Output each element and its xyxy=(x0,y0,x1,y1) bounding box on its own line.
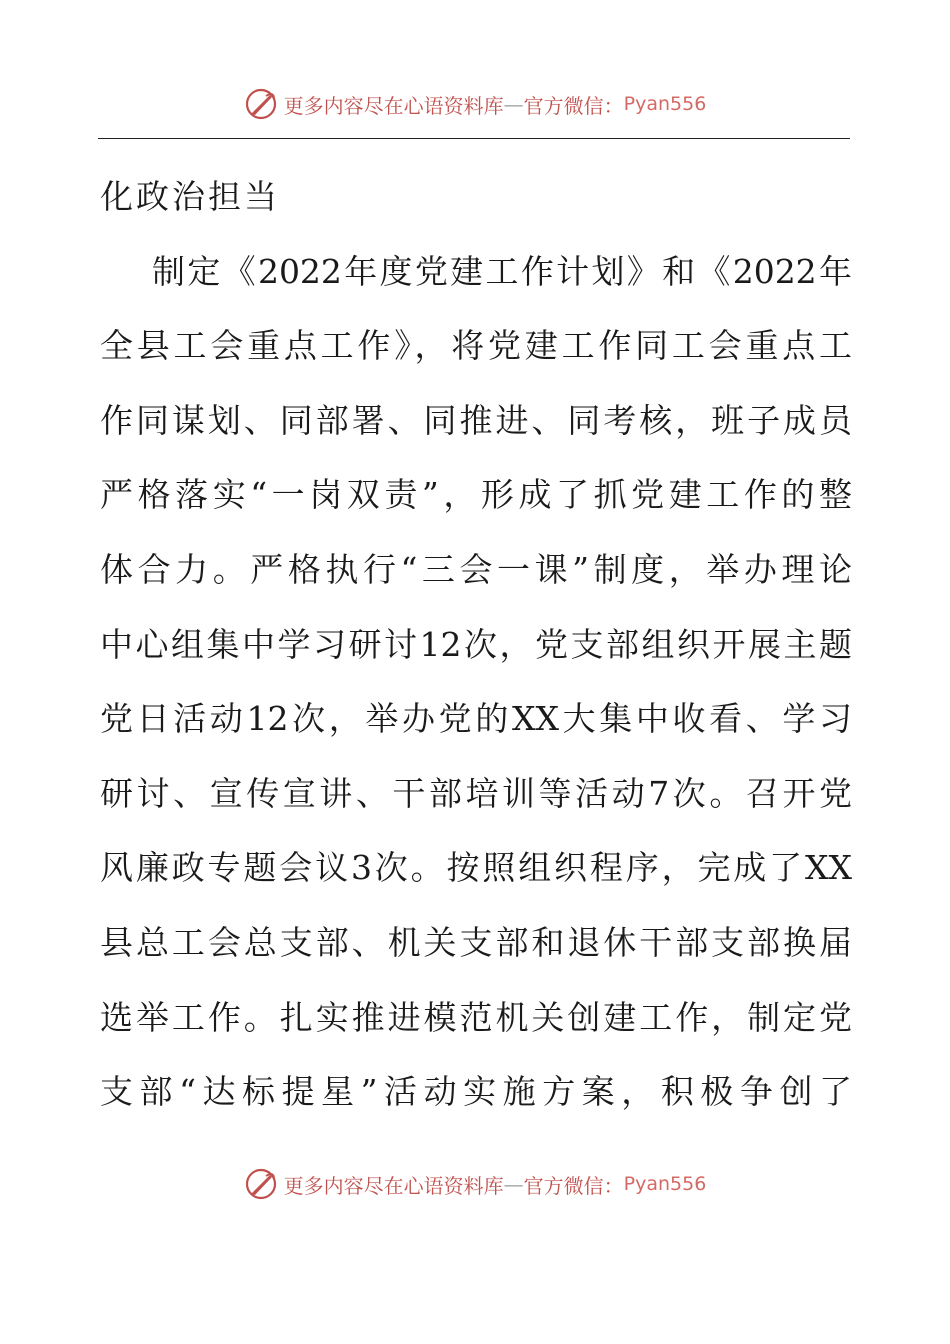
watermark-text: 更多内容尽在心语资料库 xyxy=(283,93,504,118)
text-line: 县总工会总支部、机关支部和退休干部支部换届 xyxy=(100,922,852,962)
header-watermark xyxy=(0,84,950,124)
watermark-separator: — xyxy=(503,92,524,116)
text-line: 风廉政专题会议3次。按照组织程序，完成了XX xyxy=(100,848,852,888)
watermark-wechat-id: Pyan556 xyxy=(623,93,707,115)
document-body xyxy=(100,160,852,1130)
text-line: 严格落实“一岗双责”，形成了抓党建工作的整 xyxy=(100,475,852,515)
quill-logo-icon xyxy=(244,1167,278,1201)
text-line: 选举工作。扎实推进模范机关创建工作，制定党 xyxy=(100,997,852,1037)
text-line: 研讨、宣传宣讲、干部培训等活动7次。召开党 xyxy=(100,773,852,813)
watermark-wechat-label: 官方微信： xyxy=(523,93,624,118)
watermark-wechat-label: 官方微信： xyxy=(523,1173,624,1198)
text-line: 全县工会重点工作》，将党建工作同工会重点工 xyxy=(100,326,852,366)
paragraph-first-line: 制定《2022年度党建工作计划》和《2022年 xyxy=(152,251,852,291)
watermark-separator: — xyxy=(503,1172,524,1196)
watermark-text: 更多内容尽在心语资料库 xyxy=(283,1173,504,1198)
text-line: 化政治担当 xyxy=(100,177,280,216)
footer-watermark xyxy=(0,1164,950,1204)
quill-logo-icon xyxy=(244,87,278,121)
header-divider xyxy=(98,138,850,139)
text-line: 作同谋划、同部署、同推进、同考核，班子成员 xyxy=(100,400,852,440)
text-line: 体合力。严格执行“三会一课”制度，举办理论 xyxy=(100,549,852,589)
text-line: 中心组集中学习研讨12次，党支部组织开展主题 xyxy=(100,624,852,664)
text-line: 支部“达标提星”活动实施方案，积极争创了 xyxy=(100,1072,852,1112)
text-line: 党日活动12次，举办党的XX大集中收看、学习 xyxy=(100,699,852,739)
watermark-wechat-id: Pyan556 xyxy=(623,1173,707,1195)
